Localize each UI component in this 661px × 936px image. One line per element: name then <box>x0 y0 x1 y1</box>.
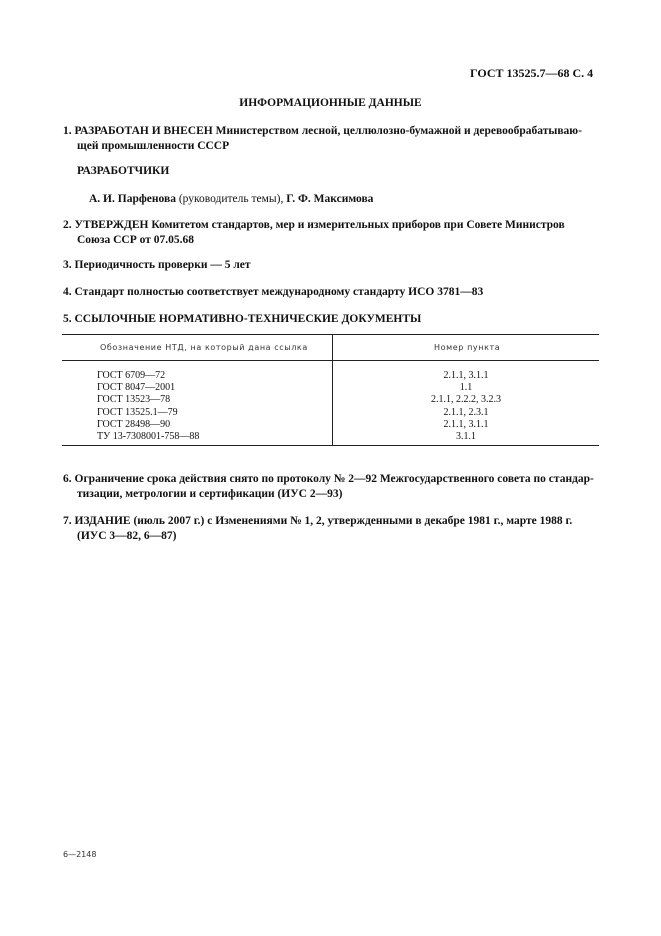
section-1-line-1: 1. РАЗРАБОТАН И ВНЕСЕН Министерством лесной, целлюлозно-бумажной и деревообрабатываю- <box>63 125 582 137</box>
section-2 <box>63 218 599 248</box>
table-header-rule <box>62 360 599 361</box>
table-doc-column <box>97 370 199 443</box>
section-1 <box>63 124 603 154</box>
table-row-clause: 1.1 <box>459 382 473 394</box>
section-7-line-2: (ИУС 3—82, 6—87) <box>77 530 177 542</box>
section-7-line-1: 7. ИЗДАНИЕ (июль 2007 г.) с Изменениями № 1, 2, утвержденными в декабре 1981 г., марте 1988 г. <box>63 515 573 527</box>
section-3: 3. Периодичность проверки — 5 лет <box>63 259 251 271</box>
developer-1-role: (руководитель темы), <box>175 193 287 205</box>
table-row-doc: ГОСТ 13525.1—79 <box>97 406 178 418</box>
table-row-clause: 3.1.1 <box>456 431 476 443</box>
developer-1-name: А. И. Парфенова <box>89 193 176 205</box>
table-row-clause: 2.1.1, 3.1.1 <box>443 418 489 430</box>
section-4: 4. Стандарт полностью соответствует международному стандарту ИСО 3781—83 <box>63 286 484 298</box>
page-footer-code: 6—2148 <box>63 850 97 859</box>
table-row-doc: ГОСТ 28498—90 <box>97 418 171 430</box>
page-title: ИНФОРМАЦИОННЫЕ ДАННЫЕ <box>239 97 422 109</box>
table-row-doc: ГОСТ 13523—78 <box>97 394 171 406</box>
table-bottom-rule <box>62 445 599 446</box>
table-row-clause: 2.1.1, 2.3.1 <box>443 406 489 418</box>
table-row-clause: 2.1.1, 2.2.2, 3.2.3 <box>431 394 501 406</box>
section-6 <box>63 472 599 502</box>
section-5: 5. ССЫЛОЧНЫЕ НОРМАТИВНО-ТЕХНИЧЕСКИЕ ДОКУМЕНТЫ <box>63 313 422 325</box>
table-row-doc: ГОСТ 6709—72 <box>97 370 166 381</box>
table-row-doc: ТУ 13-7308001-758—88 <box>97 431 200 443</box>
developers-list <box>89 192 373 207</box>
page-header: ГОСТ 13525.7—68 С. 4 <box>470 66 594 80</box>
section-6-line-2: тизации, метрологии и сертификации (ИУС 2—93) <box>77 488 343 500</box>
section-1-line-2: щей промышленности СССР <box>77 140 230 152</box>
section-6-line-1: 6. Ограничение срока действия снято по протоколу № 2—92 Межгосударственного совета по стандар- <box>63 473 594 485</box>
table-col1-header: Обозначение НТД, на который дана ссылка <box>100 343 308 352</box>
reference-table <box>62 334 599 446</box>
section-7 <box>63 514 599 544</box>
developer-2-name: Г. Ф. Максимова <box>286 193 374 205</box>
table-row-doc: ГОСТ 8047—2001 <box>97 382 176 394</box>
table-top-rule <box>62 334 599 335</box>
table-clause-column <box>333 370 599 443</box>
section-2-line-2: Союза ССР от 07.05.68 <box>77 234 194 246</box>
developers-heading: РАЗРАБОТЧИКИ <box>77 165 170 177</box>
section-2-line-1: 2. УТВЕРЖДЕН Комитетом стандартов, мер и измерительных приборов при Совете Министров <box>63 219 565 231</box>
table-col2-header: Номер пункта <box>434 343 501 352</box>
table-row-clause: 2.1.1, 3.1.1 <box>443 370 489 381</box>
